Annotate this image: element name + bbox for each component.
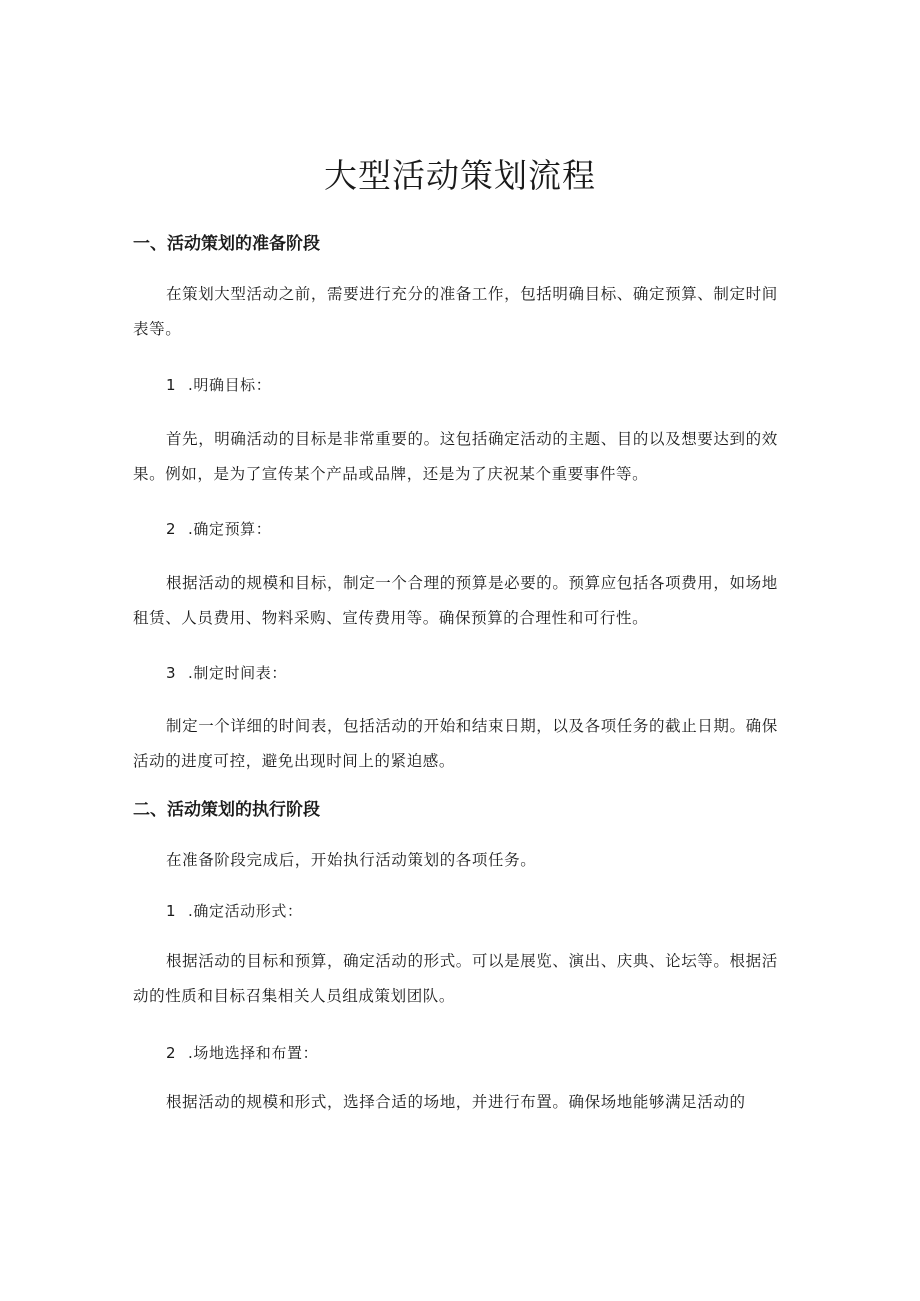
- list-item-paragraph: 根据活动的目标和预算，确定活动的形式。可以是展览、演出、庆典、论坛等。根据活动的性质和目标召集相关人员组成策划团队。: [133, 952, 778, 1005]
- list-item-label: .确定活动形式：: [188, 902, 303, 920]
- list-item-number: 1: [166, 902, 177, 920]
- list-item-paragraph: 根据活动的规模和形式，选择合适的场地，并进行布置。确保场地能够满足活动的: [166, 1093, 746, 1111]
- list-item-heading: [166, 898, 303, 924]
- section-heading-execution: 二、活动策划的执行阶段: [133, 800, 320, 820]
- list-item-number: 2: [166, 1044, 177, 1062]
- section-intro-paragraph: 在准备阶段完成后，开始执行活动策划的各项任务。: [166, 851, 537, 869]
- list-item-heading: [166, 660, 287, 686]
- list-item-number: 1: [166, 376, 177, 394]
- list-item-label: .明确目标：: [188, 376, 272, 394]
- list-item-label: .场地选择和布置：: [188, 1044, 319, 1062]
- list-item-number: 3: [166, 664, 177, 682]
- section-intro-paragraph: 在策划大型活动之前，需要进行充分的准备工作，包括明确目标、确定预算、制定时间表等。: [133, 285, 778, 338]
- list-item-label: .制定时间表：: [188, 664, 287, 682]
- list-item-paragraph: 根据活动的规模和目标，制定一个合理的预算是必要的。预算应包括各项费用，如场地租赁、人员费用、物料采购、宣传费用等。确保预算的合理性和可行性。: [133, 574, 778, 627]
- list-item-number: 2: [166, 520, 177, 538]
- list-item-paragraph: 首先，明确活动的目标是非常重要的。这包括确定活动的主题、目的以及想要达到的效果。例如，是为了宣传某个产品或品牌，还是为了庆祝某个重要事件等。: [133, 430, 778, 483]
- section-heading-preparation: 一、活动策划的准备阶段: [133, 234, 320, 254]
- list-item-heading: [166, 1040, 318, 1066]
- list-item-heading: [166, 372, 271, 398]
- document-title: 大型活动策划流程: [324, 156, 596, 195]
- list-item-label: .确定预算：: [188, 520, 272, 538]
- list-item-paragraph: 制定一个详细的时间表，包括活动的开始和结束日期，以及各项任务的截止日期。确保活动的进度可控，避免出现时间上的紧迫感。: [133, 717, 778, 770]
- list-item-heading: [166, 516, 271, 542]
